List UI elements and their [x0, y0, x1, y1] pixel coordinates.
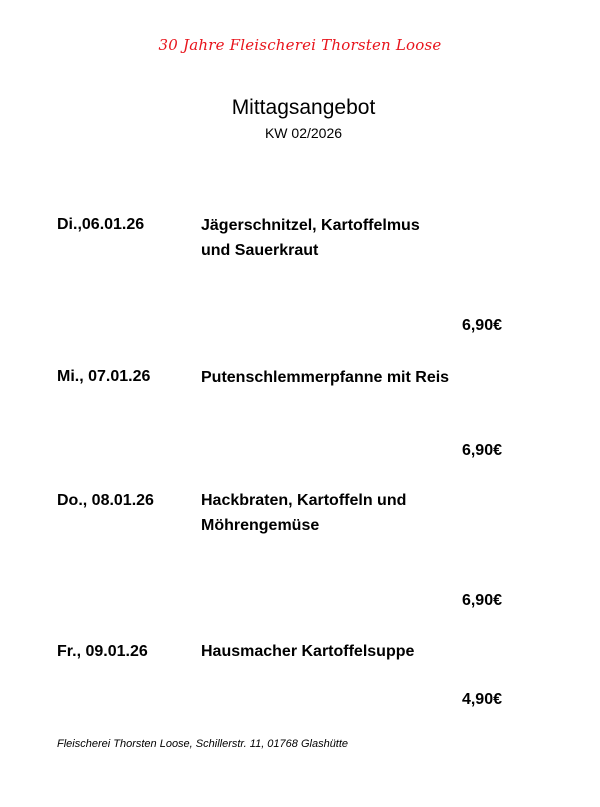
- page-title: Mittagsangebot: [231, 96, 376, 119]
- footer-address: Fleischerei Thorsten Loose, Schillerstr. 11, 01768 Glashütte: [57, 738, 349, 750]
- menu-day-friday: Fr., 09.01.26: [57, 643, 148, 660]
- dish-line: Hackbraten, Kartoffeln und: [201, 492, 407, 509]
- dish-line: Jägerschnitzel, Kartoffelmus: [201, 217, 420, 234]
- menu-price-friday: 4,90€: [461, 691, 502, 708]
- menu-price-thursday: 6,90€: [461, 592, 502, 609]
- menu-dish-wednesday: [201, 365, 501, 390]
- dish-line: Hausmacher Kartoffelsuppe: [201, 643, 415, 660]
- menu-dish-thursday: [201, 488, 501, 538]
- menu-day-thursday: Do., 08.01.26: [57, 492, 154, 509]
- menu-price-tuesday: 6,90€: [461, 317, 502, 334]
- menu-day-tuesday: Di.,06.01.26: [57, 216, 145, 233]
- menu-day-wednesday: Mi., 07.01.26: [57, 368, 151, 385]
- dish-line: und Sauerkraut: [201, 242, 319, 259]
- menu-price-wednesday: 6,90€: [461, 442, 502, 459]
- dish-line: Möhrengemüse: [201, 517, 320, 534]
- menu-dish-friday: [201, 639, 501, 664]
- menu-dish-tuesday: [201, 213, 501, 263]
- anniversary-header: 30 Jahre Fleischerei Thorsten Loose: [158, 36, 442, 54]
- dish-line: Putenschlemmerpfanne mit Reis: [201, 369, 450, 386]
- week-label: KW 02/2026: [264, 125, 343, 141]
